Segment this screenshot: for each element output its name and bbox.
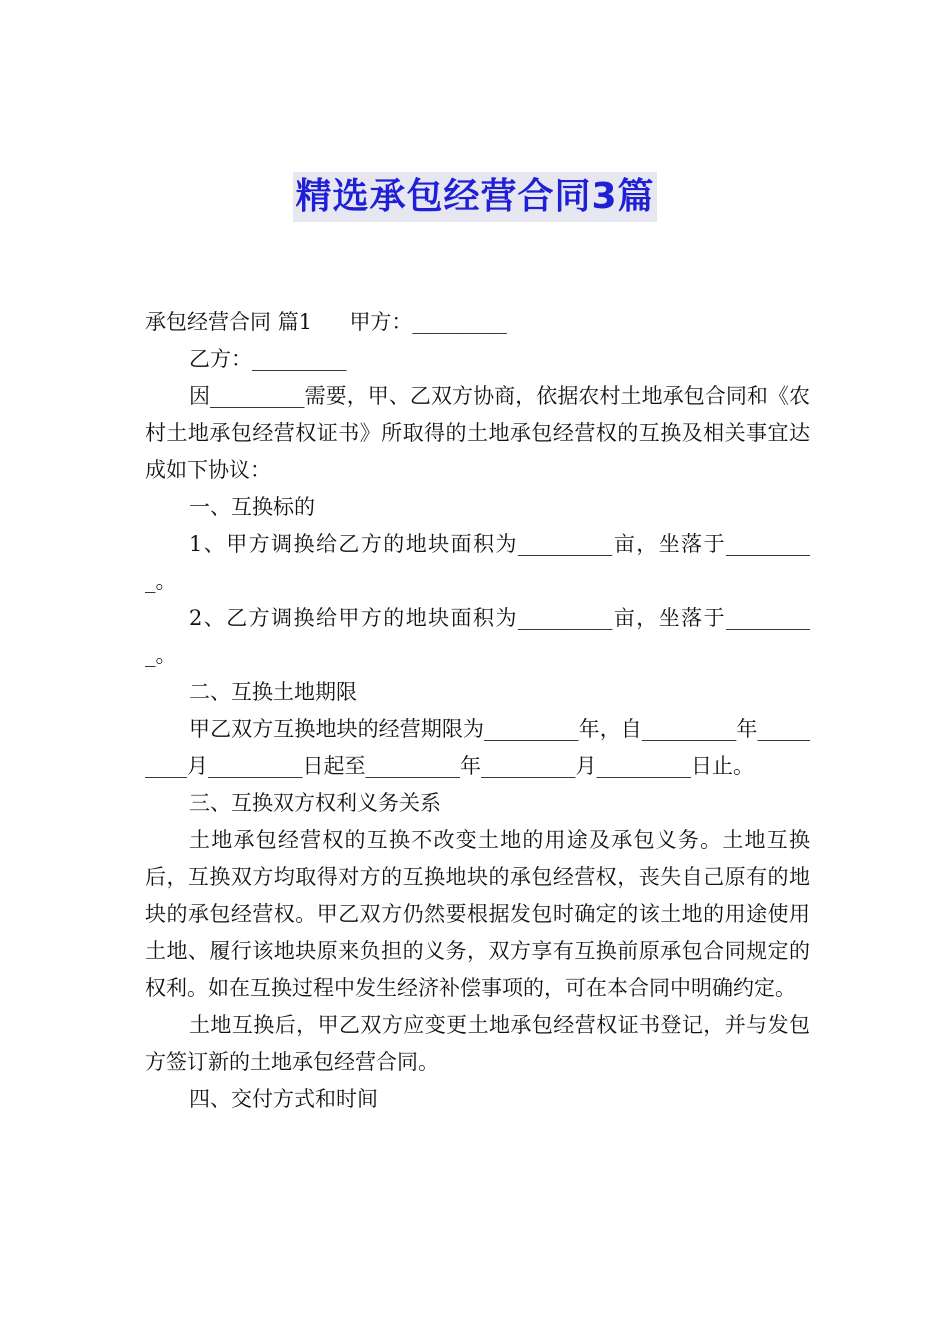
clause-3-2: 土地互换后，甲乙双方应变更土地承包经营权证书登记，并与发包方签订新的土地承包经营合同。 [145, 1013, 810, 1074]
contract-label: 承包经营合同 [145, 310, 271, 334]
section-heading-3: 三、互换双方权利义务关系 [189, 791, 441, 815]
contract-number: 篇1 [277, 310, 313, 334]
section-heading-1: 一、互换标的 [189, 495, 315, 519]
document-body [145, 304, 810, 1118]
title-block [0, 172, 950, 222]
paragraph-intro: 因_________需要，甲、乙双方协商，依据农村土地承包合同和《农村土地承包经营权证书》所取得的土地承包经营权的互换及相关事宜达成如下协议： [145, 384, 810, 482]
clause-1-2: 2、乙方调换给甲方的地块面积为_________亩，坐落于_________。 [145, 606, 810, 667]
party-b-line: 乙方：_________ [189, 347, 347, 371]
header-line [145, 304, 810, 341]
clause-1-1: 1、甲方调换给乙方的地块面积为_________亩，坐落于_________。 [145, 532, 810, 593]
clause-2: 甲乙双方互换地块的经营期限为_________年，自_________年_________月_________日起至_________年_________月_________日止。 [145, 717, 810, 778]
document-title: 精选承包经营合同3篇 [293, 172, 656, 222]
clause-3-1: 土地承包经营权的互换不改变土地的用途及承包义务。土地互换后，互换双方均取得对方的互换地块的承包经营权，丧失自己原有的地块的承包经营权。甲乙双方仍然要根据发包时确定的该土地的用途使用土地、履行该地块原来负担的义务，双方享有互换前原承包合同规定的权利。如在互换过程中发生经济补偿事项的，可在本合同中明确约定。 [145, 828, 810, 1000]
section-heading-4: 四、交付方式和时间 [189, 1087, 378, 1111]
party-a-field: 甲方：_________ [349, 310, 507, 334]
section-heading-2: 二、互换土地期限 [189, 680, 357, 704]
